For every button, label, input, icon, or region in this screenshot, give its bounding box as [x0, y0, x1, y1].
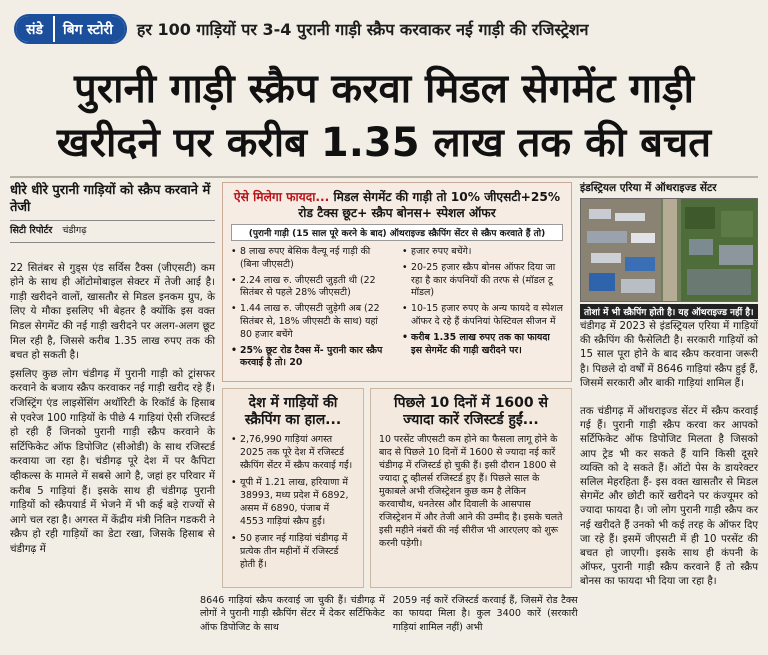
bottom-text-1: 8646 गाड़ियां स्क्रैप करवाई जा चुकी हैं। चंडीगढ़ में लोगों ने पुरानी गाड़ी स्क्रैपिंग सेंटर में देकर सर्टिफिकेट ऑफ डिपोजिट के साथ [200, 595, 385, 633]
savings-title [231, 189, 563, 221]
country-box-heading: देश में गाड़ियों की स्क्रैपिंग का हाल... [244, 395, 342, 428]
right-paragraph-1: चंडीगढ़ में 2023 से इंडस्ट्रियल एरिया में गाड़ियों की स्क्रैपिंग की फैसेलिटी है। सरकारी गाड़ियों को 15 साल पूरा होने के बाद स्क्रैप करवाना जरूरी है। पिछले दो वर्षों में 8646 गाड़ियां स्क्रैप हुई हैं, जिसमें सरकारी और बाकी गाड़ियां शामिल हैं। [580, 321, 758, 389]
right-paragraph-2: तक चंडीगढ़ में ऑथराइज्ड सेंटर में स्क्रैप करवाई गई हैं। पुरानी गाड़ी स्क्रैप करवा कर आपको सर्टिफिकेट ऑफ डिपोजिट मिलता है जिसको आप ट्रेड भी कर सकते हैं यानि किसी दूसरे व्यक्ति को दे सकते हैं। ऑटो पेस के डायरेक्टर सलिल मेहरहिता हैं- इस वक्त खासतौर से मिडल सेगमेंट और छोटी कारें खरीदने पर कंज्यूमर को ज्यादा फायदा है। जो लोग पुरानी गाड़ी स्क्रैप कर नई खरीदते हैं उनको भी कई तरह के ऑफर दिए जा रहे हैं। इसमें जीएसटी में ही 10 परसेंट की बचत हो जाएगी। इसके साथ ही कंपनी के ऑफर, पुरानी गाड़ी स्क्रैप करवाने हैं तो स्क्रैप बोनस का फायदा भी दिया जा रहा है। [580, 406, 758, 588]
bottom-strip [200, 594, 760, 634]
badge-big-story: बिग स्टोरी [53, 16, 125, 42]
savings-title-rest: मिडल सेगमेंट की गाड़ी तो 10% जीएसटी+25% रोड टैक्स छूट+ स्क्रैप बोनस+ स्पेशल ऑफर [298, 190, 561, 220]
savings-lists [231, 246, 563, 373]
right-column [580, 320, 758, 594]
byline [10, 220, 215, 243]
byline-reporter: सिटी रिपोर्टर [10, 225, 53, 236]
left-paragraph-1: 22 सितंबर से गुड्स एंड सर्विस टैक्स (जीएसटी) कम होने के साथ ही ऑटोमोबाइल सेक्टर में तेजी आई है। गाड़ी खरीदने वालों, खासतौर से मिडल इनकम ग्रुप, के लिए ये मौका इसलिए भी बेहतर है क्योंकि इस वक्त मिडल सेगमेंट की नई गाड़ी खरीदने पर अलग-अलग छूट मिल रही है, जिससे करीब 1.35 लाख रुपए तक की बचत हो सकती है। [10, 261, 215, 362]
left-heading: धीरे धीरे पुरानी गाड़ियों को स्क्रैप करवाने में तेजी [10, 183, 211, 215]
savings-list-1 [231, 246, 392, 373]
headline [12, 62, 756, 170]
list-item: • 20-25 हजार स्क्रैप बोनस ऑफर दिया जा रहा है कार कंपनियों की तरफ से (मॉडल टू मॉडल) [402, 262, 563, 300]
list-item: • 50 हजार नई गाड़ियां चंडीगढ़ में प्रत्येक तीन महीनों में रजिस्टर्ड होती हैं। [231, 532, 355, 571]
photo-caption: तोशां में भी स्क्रैपिंग होती है। यह ऑथराइज्ड नहीं है। [580, 304, 758, 319]
byline-city: चंडीगढ़ [62, 225, 87, 236]
top-strip [0, 0, 768, 58]
divider [10, 176, 758, 178]
photo-heading: इंडस्ट्रियल एरिया में ऑथराइज्ड सेंटर [580, 182, 717, 194]
list-item: • 2.24 लाख रु. जीएसटी जुड़ती थी (22 सितंबर से पहले 28% जीएसटी) [231, 275, 392, 301]
scrapyard-photo-image [581, 199, 758, 302]
country-box-list [231, 433, 355, 571]
list-item: • यूपी में 1.21 लाख, हरियाणा में 38993, मध्य प्रदेश में 6892, असम में 6890, पंजाब में 4553 गाड़ियां स्क्रैप हुईं। [231, 476, 355, 528]
savings-box [222, 182, 572, 382]
left-paragraph-2: इसलिए कुछ लोग चंडीगढ़ में पुरानी गाड़ी को ट्रांसफर करवाने के बजाय स्क्रैप करवाकर नई गाड़ी खरीद रहे हैं। रजिस्ट्रिंग एंड लाइसेंसिंग अथॉरिटी के रिकॉर्ड के हिसाब से एवरेज 100 गाड़ियों के पीछे 4 गाड़ियां ऐसी रजिस्टर्ड हो रही हैं जिनको पुरानी गाड़ी स्क्रैप करवाने के सर्टिफिकेट ऑफ डिपोजिट (सीओडी) के साथ रजिस्टर्ड करवाया जा रहा है। चंडीगढ़ पूरे देश में पर कैपिटा व्हीकल्स के मामले में सबसे आगे है, जहां हर परिवार में करीब 5 गाड़ियां हैं। इसके साथ ही चंडीगढ़ पुरानी गाड़ियों को स्क्रैपयार्ड में भेजने में भी कई बड़े राज्यों से आगे चल रहा है। अगस्त में केंद्रीय मंत्री नितिन गडकरी ने स्क्रैप हो रही गाड़ियों का डेटा रखा, जिसके हिसाब से चंडीगढ़ में [10, 367, 215, 555]
list-item: • 2,76,990 गाड़ियां अगस्त 2025 तक पूरे देश में रजिस्टर्ड स्क्रैपिंग सेंटर में स्क्रैप करवाई गईं। [231, 433, 355, 472]
list-item: • 1.44 लाख रु. जीएसटी जुड़ेगी अब (22 सितंबर से, 18% जीएसटी के साथ) यहां 80 हजार बचेंगे [231, 303, 392, 341]
list-item: • 8 लाख रुपए बेसिक वैल्यू नई गाड़ी की (बिना जीएसटी) [231, 246, 392, 272]
section-badge [14, 14, 127, 44]
savings-title-red: ऐसे मिलेगा फायदा... [233, 190, 330, 204]
recent-box-text: 10 परसेंट जीएसटी कम होने का फैसला लागू होने के बाद से पिछले 10 दिनों में 1600 से ज्यादा नई कारें चंडीगढ़ में रजिस्टर्ड हो चुकी हैं। इसी दौरान 1800 से ज्यादा टू व्हीलर्स रजिस्टर्ड हुए हैं। पिछले साल के मुकाबले अभी रजिस्ट्रेशन कुछ कम है लेकिन करवाचौथ, धनतेरस और दिवाली के आसपास रजिस्ट्रेशन में और तेजी आने की उम्मीद है। इसके चलते इसी महीने नंबरों की नई सीरीज भी आरएलए को शुरू करनी पड़ेगी। [379, 434, 563, 549]
kicker: हर 100 गाड़ियों पर 3-4 पुरानी गाड़ी स्क्रैप करवाकर नई गाड़ी की रजिस्ट्रेशन [136, 20, 589, 39]
headline-line-2: खरीदने पर करीब 1.35 लाख तक की बचत [56, 120, 712, 166]
recent-box-heading: पिछले 10 दिनों में 1600 से ज्यादा कारें रजिस्टर्ड हुईं... [394, 395, 548, 428]
badge-sunday: संडे [16, 16, 53, 42]
list-item: • करीब 1.35 लाख रुपए तक का फायदा इस सेगमेंट की गाड़ी खरीदने पर। [402, 332, 563, 358]
scrapyard-photo [580, 198, 758, 302]
bottom-text-2: 2059 नई कारें रजिस्टर्ड करवाई हैं, जिसमें रोड टैक्स का फायदा मिला है। कुल 3400 कारें (सरकारी गाड़ियां शामिल नहीं) अभी [392, 595, 578, 633]
headline-line-1: पुरानी गाड़ी स्क्रैप करवा मिडल सेगमेंट गाड़ी [74, 66, 694, 112]
list-item: • 25% छूट रोड टैक्स में- पुरानी कार स्क्रैप करवाई है तो। 20 [231, 345, 392, 371]
country-scrap-box [222, 388, 364, 588]
list-item: • 10-15 हजार रुपए के अन्य फायदे व स्पेशल ऑफर दे रहे हैं कंपनियां फेस्टिवल सीजन में [402, 303, 563, 329]
savings-list-2 [402, 246, 563, 373]
list-item: • हजार रुपए बचेंगे। [402, 246, 563, 259]
left-column [10, 182, 215, 560]
savings-subtitle: (पुरानी गाड़ी (15 साल पूरे करने के बाद) ऑथराइज्ड स्क्रैपिंग सेंटर से स्क्रैप करवाते हैं तो) [231, 224, 563, 241]
recent-registration-box [370, 388, 572, 588]
